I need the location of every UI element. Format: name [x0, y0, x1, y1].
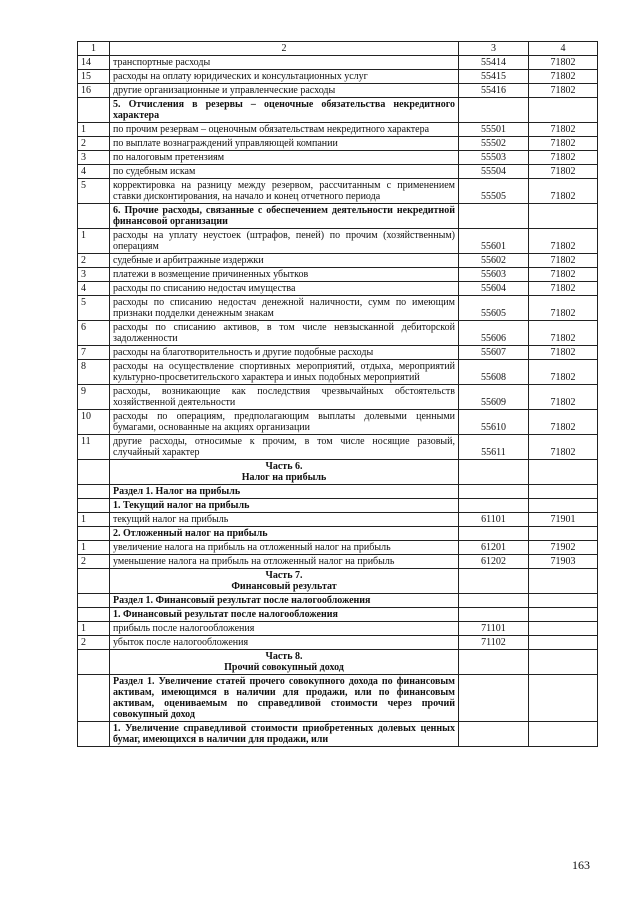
- table-row: [78, 123, 598, 137]
- table-header-row: [78, 42, 598, 56]
- row-description: уменьшение налога на прибыль на отложенный налог на прибыль: [110, 555, 459, 569]
- corresponding-account: [529, 650, 598, 675]
- account-code: [459, 569, 529, 594]
- table-row: [78, 460, 598, 485]
- account-code: 55610: [459, 410, 529, 435]
- table-row: [78, 70, 598, 84]
- row-description: расходы по списанию недостач имущества: [110, 282, 459, 296]
- row-description: судебные и арбитражные издержки: [110, 254, 459, 268]
- row-number: 5: [78, 179, 110, 204]
- row-number: 3: [78, 151, 110, 165]
- row-number: 9: [78, 385, 110, 410]
- row-number: 4: [78, 282, 110, 296]
- account-code: 55504: [459, 165, 529, 179]
- table-row: [78, 435, 598, 460]
- table-row: [78, 385, 598, 410]
- account-code: 55501: [459, 123, 529, 137]
- row-description: Раздел 1. Увеличение статей прочего совокупного дохода по финансовым активам, имеющимся в наличии для продажи, или по финансовым активам, оцениваемым по справедливой стоимости через прочий совокупный доход: [110, 675, 459, 722]
- corresponding-account: 71802: [529, 282, 598, 296]
- account-code: 55605: [459, 296, 529, 321]
- row-number: 1: [78, 541, 110, 555]
- account-code: [459, 650, 529, 675]
- account-code: 61201: [459, 541, 529, 555]
- row-description: расходы по списанию активов, в том числе невзысканной дебиторской задолженности: [110, 321, 459, 346]
- corresponding-account: 71802: [529, 296, 598, 321]
- corresponding-account: 71802: [529, 254, 598, 268]
- row-description: другие организационные и управленческие расходы: [110, 84, 459, 98]
- row-number: 5: [78, 296, 110, 321]
- corresponding-account: 71802: [529, 165, 598, 179]
- table-row: [78, 346, 598, 360]
- corresponding-account: 71802: [529, 435, 598, 460]
- header-col-3: 3: [459, 42, 529, 56]
- corresponding-account: [529, 569, 598, 594]
- table-row: [78, 513, 598, 527]
- table-row: [78, 594, 598, 608]
- table-row: [78, 321, 598, 346]
- corresponding-account: 71802: [529, 229, 598, 254]
- row-number: [78, 722, 110, 747]
- account-code: [459, 460, 529, 485]
- row-number: [78, 569, 110, 594]
- row-number: 1: [78, 123, 110, 137]
- table-row: [78, 282, 598, 296]
- table-row: [78, 165, 598, 179]
- row-description: 6. Прочие расходы, связанные с обеспечением деятельности некредитной финансовой организации: [110, 204, 459, 229]
- row-number: [78, 650, 110, 675]
- account-code: 55603: [459, 268, 529, 282]
- row-number: 14: [78, 56, 110, 70]
- account-code: 55607: [459, 346, 529, 360]
- row-description: увеличение налога на прибыль на отложенный налог на прибыль: [110, 541, 459, 555]
- account-code: 55414: [459, 56, 529, 70]
- table-row: [78, 98, 598, 123]
- account-code: 55611: [459, 435, 529, 460]
- table-row: [78, 151, 598, 165]
- table-row: [78, 268, 598, 282]
- row-description: расходы по операциям, предполагающим выплаты долевыми ценными бумагами, основанные на акциях организации: [110, 410, 459, 435]
- row-description: 1. Увеличение справедливой стоимости приобретенных долевых ценных бумаг, имеющихся в наличии для продажи, или: [110, 722, 459, 747]
- account-code: [459, 675, 529, 722]
- table-row: [78, 527, 598, 541]
- row-number: 1: [78, 229, 110, 254]
- table-row: [78, 636, 598, 650]
- row-description: по прочим резервам – оценочным обязательствам некредитного характера: [110, 123, 459, 137]
- row-description: 5. Отчисления в резервы – оценочные обязательства некредитного характера: [110, 98, 459, 123]
- table-row: [78, 204, 598, 229]
- row-number: [78, 675, 110, 722]
- account-code: 71102: [459, 636, 529, 650]
- row-number: 6: [78, 321, 110, 346]
- account-code: 71101: [459, 622, 529, 636]
- corresponding-account: 71802: [529, 123, 598, 137]
- table-row: [78, 254, 598, 268]
- row-number: [78, 460, 110, 485]
- row-description: Раздел 1. Налог на прибыль: [110, 485, 459, 499]
- page-number: 163: [572, 858, 590, 872]
- table-row: [78, 650, 598, 675]
- account-code: [459, 527, 529, 541]
- corresponding-account: [529, 675, 598, 722]
- corresponding-account: 71802: [529, 360, 598, 385]
- table-row: [78, 722, 598, 747]
- table-row: [78, 179, 598, 204]
- row-description: расходы по списанию недостач денежной наличности, сумм по имеющим признаки подделки денежным знакам: [110, 296, 459, 321]
- row-number: 2: [78, 254, 110, 268]
- table-row: [78, 84, 598, 98]
- row-description: по выплате вознаграждений управляющей компании: [110, 137, 459, 151]
- corresponding-account: 71903: [529, 555, 598, 569]
- table-row: [78, 137, 598, 151]
- table-row: [78, 229, 598, 254]
- row-description: Часть 8. Прочий совокупный доход: [110, 650, 459, 675]
- row-number: 1: [78, 622, 110, 636]
- row-description: платежи в возмещение причиненных убытков: [110, 268, 459, 282]
- corresponding-account: [529, 722, 598, 747]
- table-row: [78, 296, 598, 321]
- table-row: [78, 675, 598, 722]
- row-number: [78, 98, 110, 123]
- corresponding-account: [529, 608, 598, 622]
- corresponding-account: [529, 527, 598, 541]
- corresponding-account: [529, 622, 598, 636]
- account-code: [459, 608, 529, 622]
- row-description: другие расходы, относимые к прочим, в том числе носящие разовый, случайный характер: [110, 435, 459, 460]
- corresponding-account: 71902: [529, 541, 598, 555]
- row-description: расходы на уплату неустоек (штрафов, пеней) по прочим (хозяйственным) операциям: [110, 229, 459, 254]
- corresponding-account: 71802: [529, 151, 598, 165]
- row-number: [78, 608, 110, 622]
- row-description: Часть 6. Налог на прибыль: [110, 460, 459, 485]
- account-code: [459, 485, 529, 499]
- row-number: 16: [78, 84, 110, 98]
- corresponding-account: 71802: [529, 268, 598, 282]
- row-description: по налоговым претензиям: [110, 151, 459, 165]
- table-row: [78, 622, 598, 636]
- account-code: 55604: [459, 282, 529, 296]
- account-code: 55601: [459, 229, 529, 254]
- header-col-1: 1: [78, 42, 110, 56]
- row-number: 2: [78, 137, 110, 151]
- account-code: [459, 594, 529, 608]
- table-row: [78, 56, 598, 70]
- row-description: Раздел 1. Финансовый результат после налогообложения: [110, 594, 459, 608]
- account-code: 55503: [459, 151, 529, 165]
- corresponding-account: 71802: [529, 321, 598, 346]
- corresponding-account: 71802: [529, 410, 598, 435]
- row-description: 1. Текущий налог на прибыль: [110, 499, 459, 513]
- row-description: 2. Отложенный налог на прибыль: [110, 527, 459, 541]
- account-code: 55415: [459, 70, 529, 84]
- account-code: 55609: [459, 385, 529, 410]
- corresponding-account: 71802: [529, 346, 598, 360]
- table-row: [78, 360, 598, 385]
- header-col-4: 4: [529, 42, 598, 56]
- row-description: прибыль после налогообложения: [110, 622, 459, 636]
- row-number: 7: [78, 346, 110, 360]
- row-number: 2: [78, 555, 110, 569]
- table-row: [78, 499, 598, 513]
- row-number: 1: [78, 513, 110, 527]
- account-code: 55606: [459, 321, 529, 346]
- row-description: корректировка на разницу между резервом, рассчитанным с применением ставки дисконтирования, на начало и конец отчетного периода: [110, 179, 459, 204]
- row-description: по судебным искам: [110, 165, 459, 179]
- row-number: [78, 499, 110, 513]
- corresponding-account: 71802: [529, 70, 598, 84]
- table-row: [78, 569, 598, 594]
- corresponding-account: [529, 204, 598, 229]
- account-code: [459, 204, 529, 229]
- row-description: транспортные расходы: [110, 56, 459, 70]
- account-code: 55505: [459, 179, 529, 204]
- table-row: [78, 541, 598, 555]
- row-number: 4: [78, 165, 110, 179]
- accounts-table: [77, 41, 598, 747]
- account-code: 55502: [459, 137, 529, 151]
- corresponding-account: [529, 485, 598, 499]
- row-description: расходы, возникающие как последствия чрезвычайных обстоятельств хозяйственной деятельности: [110, 385, 459, 410]
- row-number: 15: [78, 70, 110, 84]
- row-description: 1. Финансовый результат после налогообложения: [110, 608, 459, 622]
- account-code: [459, 499, 529, 513]
- table-row: [78, 485, 598, 499]
- table-row: [78, 410, 598, 435]
- row-description: убыток после налогообложения: [110, 636, 459, 650]
- account-code: [459, 722, 529, 747]
- corresponding-account: 71802: [529, 56, 598, 70]
- account-code: 61202: [459, 555, 529, 569]
- account-code: [459, 98, 529, 123]
- account-code: 55608: [459, 360, 529, 385]
- row-description: текущий налог на прибыль: [110, 513, 459, 527]
- corresponding-account: [529, 460, 598, 485]
- row-number: 11: [78, 435, 110, 460]
- corresponding-account: 71802: [529, 137, 598, 151]
- row-number: 10: [78, 410, 110, 435]
- row-number: [78, 527, 110, 541]
- corresponding-account: 71802: [529, 385, 598, 410]
- row-number: 3: [78, 268, 110, 282]
- account-code: 55602: [459, 254, 529, 268]
- corresponding-account: [529, 636, 598, 650]
- row-description: расходы на оплату юридических и консультационных услуг: [110, 70, 459, 84]
- row-number: 2: [78, 636, 110, 650]
- table-row: [78, 608, 598, 622]
- row-description: Часть 7. Финансовый результат: [110, 569, 459, 594]
- header-col-2: 2: [110, 42, 459, 56]
- corresponding-account: 71802: [529, 84, 598, 98]
- corresponding-account: [529, 98, 598, 123]
- row-description: расходы на благотворительность и другие подобные расходы: [110, 346, 459, 360]
- row-number: [78, 485, 110, 499]
- row-number: [78, 204, 110, 229]
- table-row: [78, 555, 598, 569]
- row-description: расходы на осуществление спортивных мероприятий, отдыха, мероприятий культурно-просветительского характера и иных подобных мероприятий: [110, 360, 459, 385]
- account-code: 61101: [459, 513, 529, 527]
- row-number: [78, 594, 110, 608]
- account-code: 55416: [459, 84, 529, 98]
- corresponding-account: [529, 499, 598, 513]
- corresponding-account: 71802: [529, 179, 598, 204]
- corresponding-account: [529, 594, 598, 608]
- corresponding-account: 71901: [529, 513, 598, 527]
- row-number: 8: [78, 360, 110, 385]
- table-body: [78, 56, 598, 747]
